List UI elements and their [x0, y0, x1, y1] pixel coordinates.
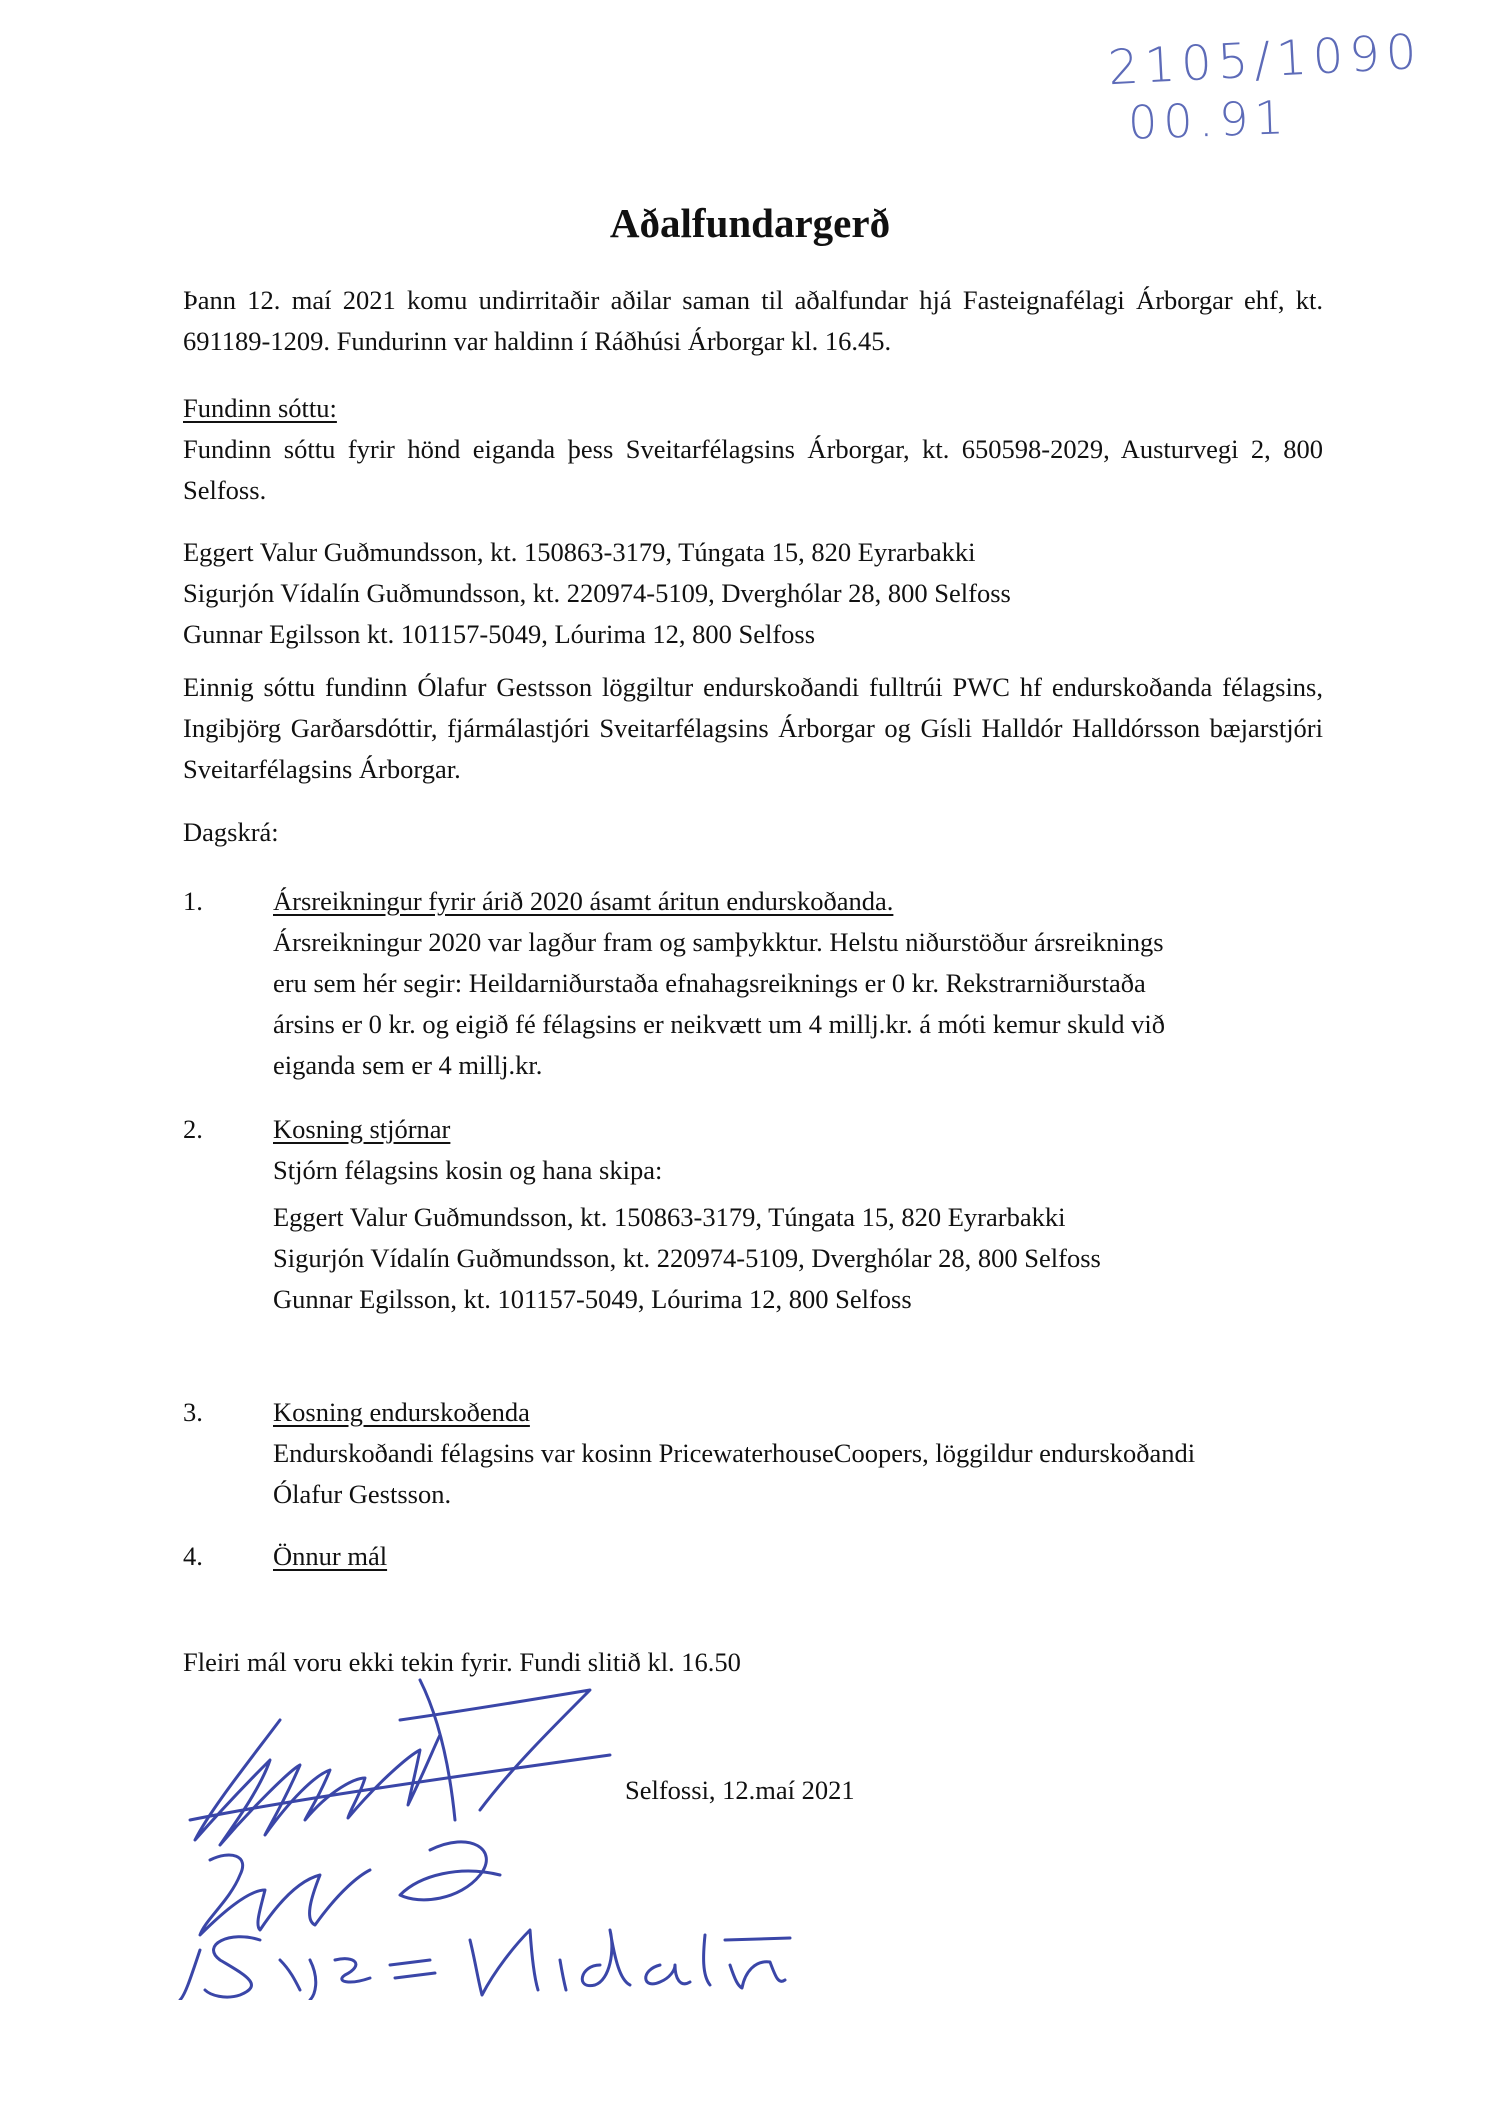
- signature-stroke: [730, 1962, 785, 1988]
- agenda-item-1: [273, 881, 1323, 1086]
- agenda-item-line: eiganda sem er 4 millj.kr.: [273, 1050, 543, 1080]
- attendees-list: [183, 532, 1323, 655]
- signature-stroke: [195, 1720, 440, 1845]
- attendees-section: [183, 388, 1323, 429]
- signature-stroke: [400, 1690, 590, 1810]
- attendees-heading: Fundinn sóttu:: [183, 393, 337, 423]
- intro-paragraph: Þann 12. maí 2021 komu undirritaðir aðilar saman til aðalfundar hjá Fasteignafélagi Árborgar ehf, kt. 691189-1209. Fundurinn var haldinn í Ráðhúsi Árborgar kl. 16.45.: [183, 285, 1323, 356]
- attendee-line: Sigurjón Vídalín Guðmundsson, kt. 220974-5109, Dverghólar 28, 800 Selfoss: [183, 578, 1011, 608]
- agenda-item-heading: Önnur mál: [273, 1541, 388, 1571]
- signature-stroke: [390, 1960, 435, 1978]
- handwritten-reference-number: 2105/1090: [1106, 23, 1424, 97]
- attendee-line: Eggert Valur Guðmundsson, kt. 150863-3179, Túngata 15, 820 Eyrarbakki: [183, 537, 976, 567]
- agenda-item-number: 3.: [183, 1397, 203, 1427]
- agenda-label: Dagskrá:: [183, 817, 279, 847]
- agenda-item-heading: Kosning endurskoðenda: [273, 1397, 530, 1427]
- agenda-item-3: [273, 1392, 1323, 1515]
- attendee-line: Gunnar Egilsson kt. 101157-5049, Lóurima 12, 800 Selfoss: [183, 619, 816, 649]
- signature-stroke: [725, 1938, 790, 1940]
- agenda-item-number: 4.: [183, 1541, 203, 1571]
- board-member-line: Eggert Valur Guðmundsson, kt. 150863-3179, Túngata 15, 820 Eyrarbakki: [273, 1202, 1066, 1232]
- agenda-item-2: [273, 1109, 1323, 1191]
- place-and-date: Selfossi, 12.maí 2021: [625, 1775, 855, 1805]
- closing-statement: Fleiri mál voru ekki tekin fyrir. Fundi slitið kl. 16.50: [183, 1647, 741, 1677]
- signature-stroke: [280, 1960, 316, 2000]
- agenda-item-number: 1.: [183, 886, 203, 916]
- signature-stroke: [470, 1930, 538, 1995]
- signature-stroke: [582, 1930, 630, 1986]
- additional-attendees-paragraph: Einnig sóttu fundinn Ólafur Gestsson löggiltur endurskoðandi fulltrúi PWC hf endurskoðanda félagsins, Ingibjörg Garðarsdóttir, fjármálastjóri Sveitarfélagsins Árborgar og Gísli Halldór Halldórsson bæjarstjóri Sveitarfélagsins Árborgar.: [183, 672, 1323, 784]
- agenda-item-4: [273, 1536, 1323, 1577]
- agenda-item-line: eru sem hér segir: Heildarniðurstaða efnahagsreiknings er 0 kr. Rekstrarniðurstaða: [273, 968, 1146, 998]
- signatures: [170, 1660, 870, 2000]
- agenda-item-line: Stjórn félagsins kosin og hana skipa:: [273, 1155, 663, 1185]
- signature-stroke: [205, 1937, 260, 1997]
- agenda-item-line: Ársreikningur 2020 var lagður fram og samþykktur. Helstu niðurstöður ársreiknings: [273, 927, 1164, 957]
- board-member-line: Sigurjón Vídalín Guðmundsson, kt. 220974-5109, Dverghólar 28, 800 Selfoss: [273, 1243, 1101, 1273]
- agenda-item-line: ársins er 0 kr. og eigið fé félagsins er neikvætt um 4 millj.kr. á móti kemur skuld við: [273, 1009, 1166, 1039]
- signature-stroke: [335, 1959, 370, 1982]
- board-members-list: [273, 1197, 1323, 1320]
- agenda-item-heading: Kosning stjórnar: [273, 1114, 451, 1144]
- signature-stroke: [560, 1960, 566, 1990]
- agenda-item-line: Ólafur Gestsson.: [273, 1479, 452, 1509]
- agenda-item-line: Endurskoðandi félagsins var kosinn PricewaterhouseCoopers, löggildur endurskoðandi: [273, 1438, 1196, 1468]
- document-title: Aðalfundargerð: [609, 200, 891, 246]
- signature-stroke: [704, 1935, 710, 1985]
- board-member-line: Gunnar Egilsson, kt. 101157-5049, Lóurima 12, 800 Selfoss: [273, 1284, 912, 1314]
- attendees-text: Fundinn sóttu fyrir hönd eiganda þess Sveitarfélagsins Árborgar, kt. 650598-2029, Austurvegi 2, 800 Selfoss.: [183, 434, 1323, 505]
- signature-stroke: [646, 1965, 690, 1984]
- signature-stroke: [180, 1950, 200, 2000]
- agenda-item-number: 2.: [183, 1114, 203, 1144]
- signature-stroke: [420, 1680, 455, 1820]
- handwritten-reference-code: 00.91: [1127, 90, 1291, 150]
- signature-stroke: [200, 1855, 370, 1935]
- agenda-item-heading: Ársreikningur fyrir árið 2020 ásamt áritun endurskoðanda.: [273, 886, 894, 916]
- signature-stroke: [400, 1842, 500, 1900]
